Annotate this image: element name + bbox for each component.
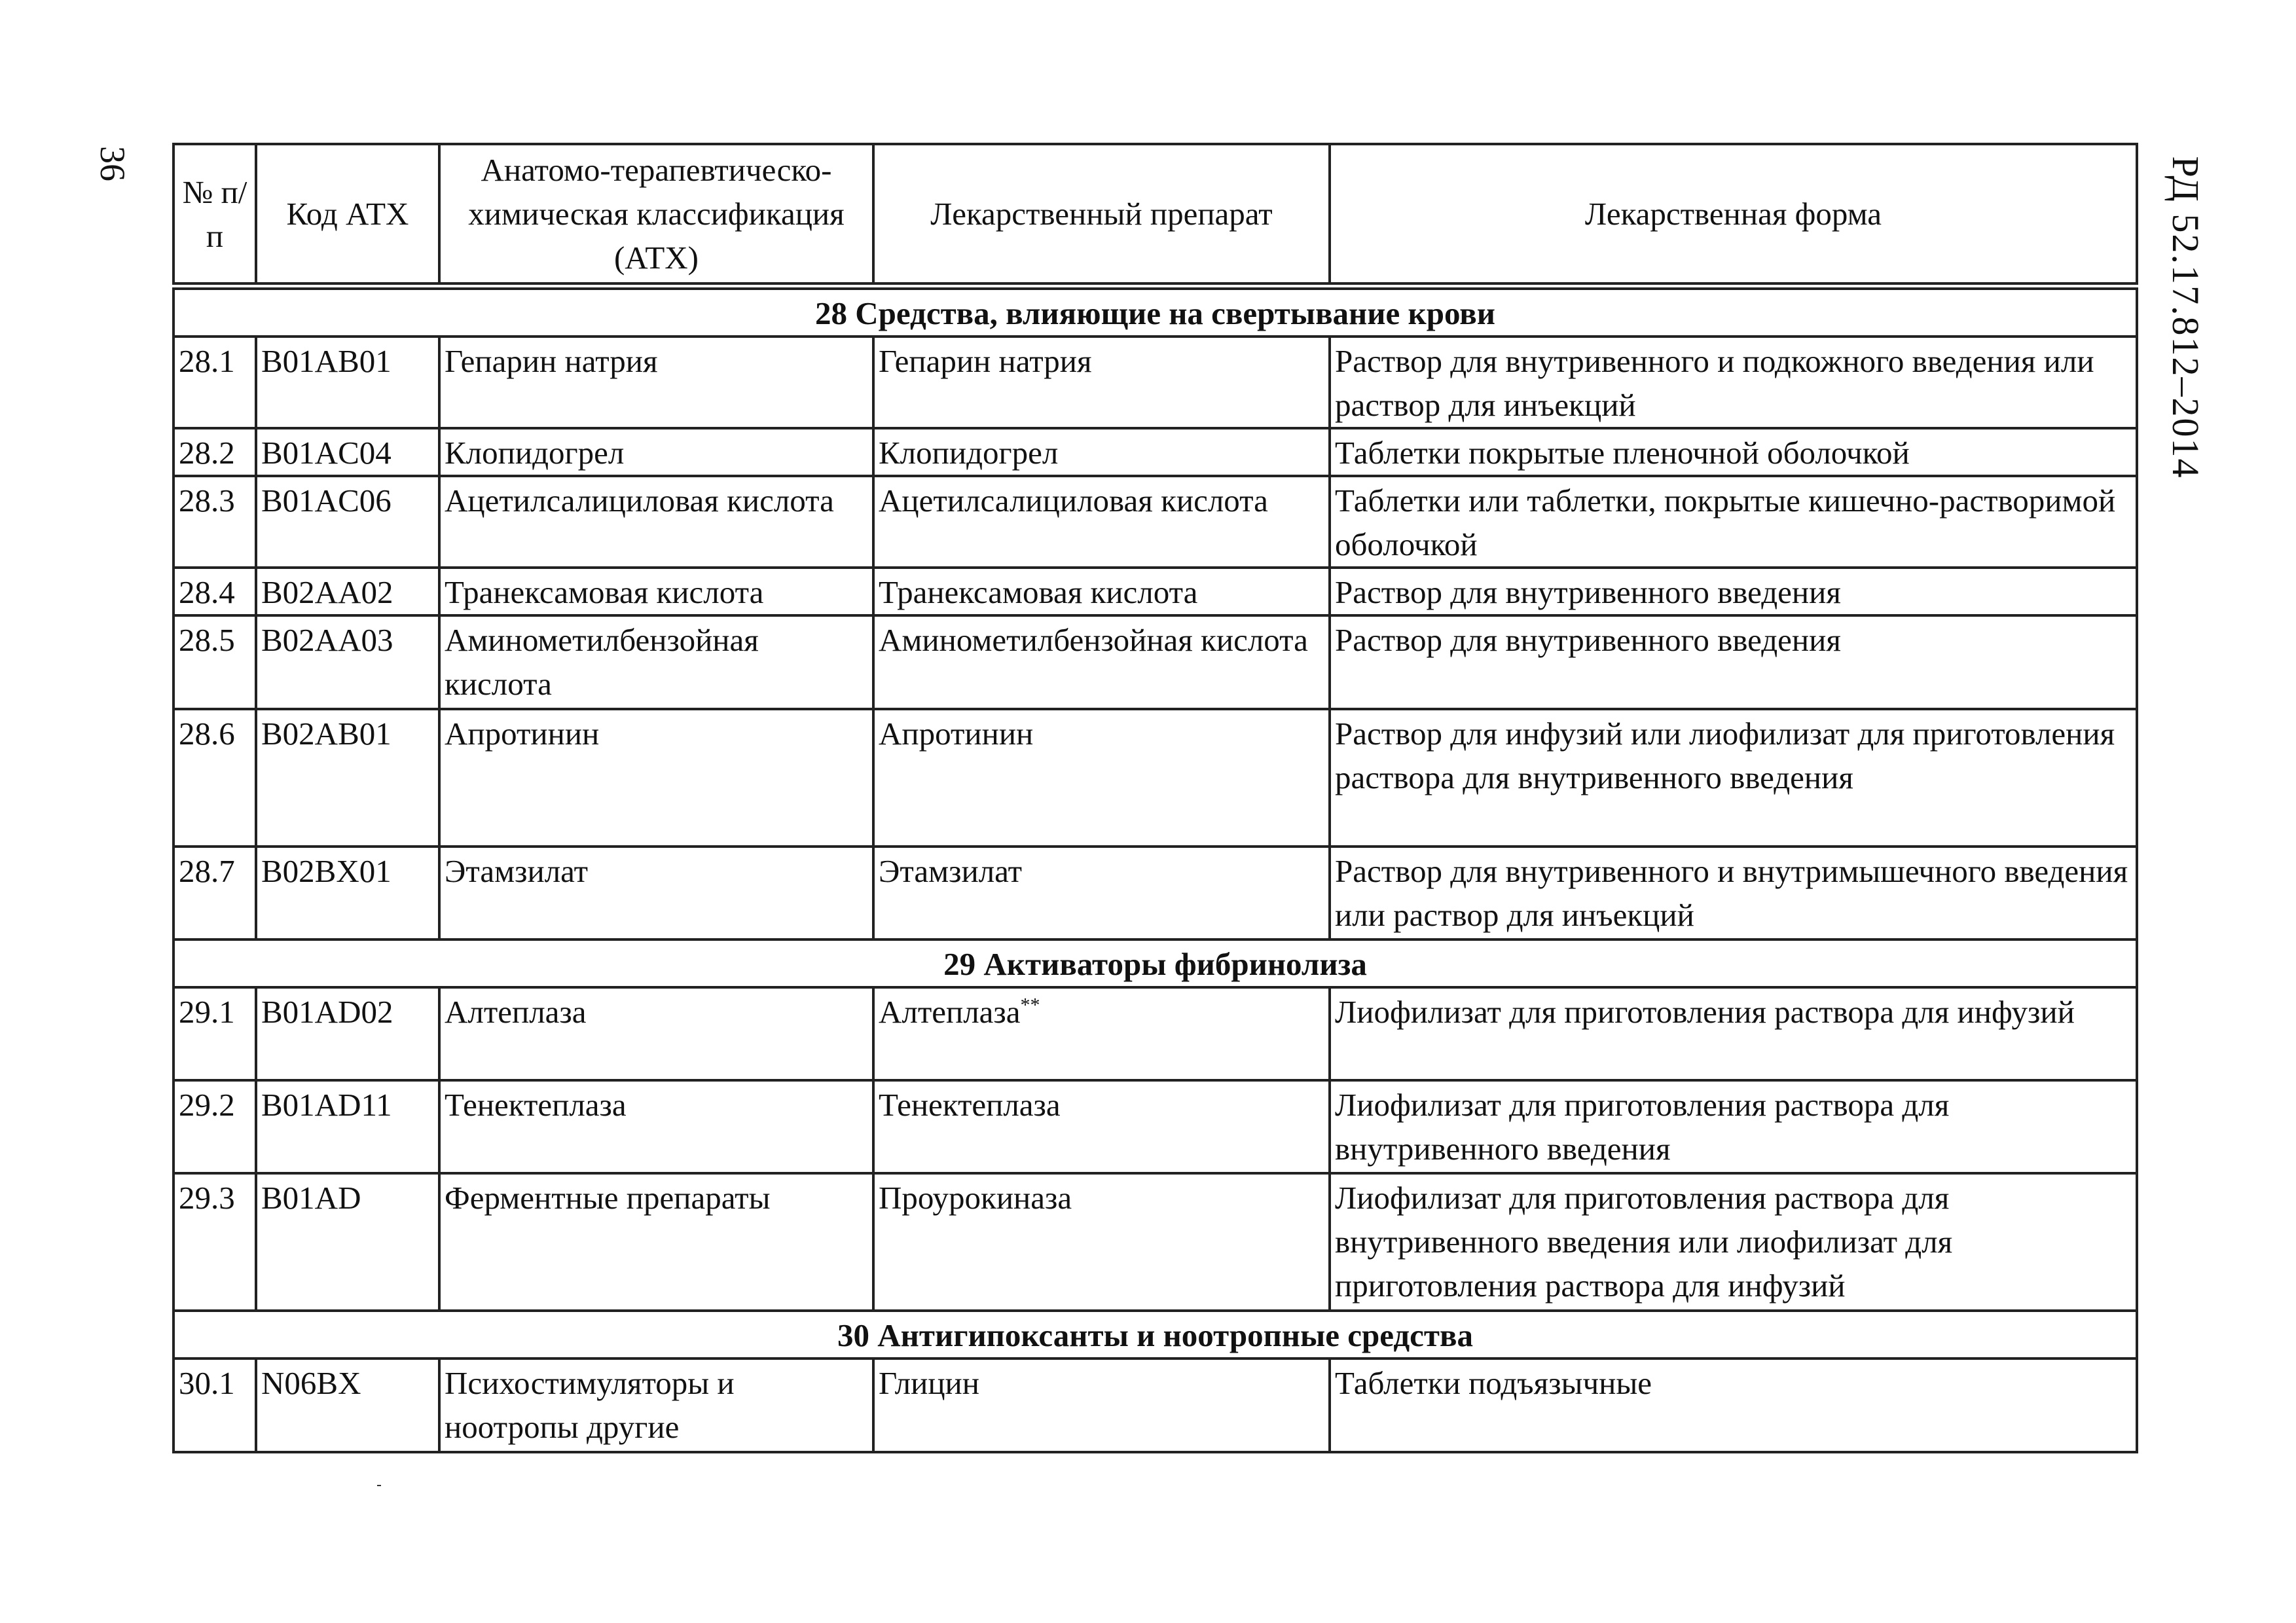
header-drug: Лекарственный препарат (873, 144, 1330, 286)
table-row (173, 1173, 2137, 1311)
cell-code: B02AA02 (256, 568, 439, 615)
cell-drug: Аминометилбензойная кислота (873, 615, 1330, 709)
cell-drug: Этамзилат (873, 847, 1330, 939)
cell-code: B01AD (256, 1173, 439, 1311)
cell-code: N06BX (256, 1359, 439, 1452)
table-row (173, 428, 2137, 476)
cell-num: 28.7 (173, 847, 256, 939)
table-row (173, 709, 2137, 847)
table-header (173, 144, 2137, 286)
cell-atc: Аминометилбензойная кислота (439, 615, 873, 709)
drug-table (172, 143, 2138, 1453)
cell-atc: Транексамовая кислота (439, 568, 873, 615)
table-row (173, 1080, 2137, 1173)
table-body (173, 286, 2137, 1452)
cell-drug: Тенектеплаза (873, 1080, 1330, 1173)
cell-num: 28.3 (173, 476, 256, 568)
cell-form: Лиофилизат для приготовления раствора для инфузий (1330, 987, 2137, 1080)
cell-form: Лиофилизат для приготовления раствора для внутривенного введения или лиофилизат для приготовления раствора для инфузий (1330, 1173, 2137, 1311)
cell-drug: Глицин (873, 1359, 1330, 1452)
cell-code: B02BX01 (256, 847, 439, 939)
cell-num: 29.3 (173, 1173, 256, 1311)
cell-drug: Апротинин (873, 709, 1330, 847)
cell-form: Таблетки или таблетки, покрытые кишечно-растворимой оболочкой (1330, 476, 2137, 568)
cell-code: B02AA03 (256, 615, 439, 709)
header-form: Лекарственная форма (1330, 144, 2137, 286)
cell-form: Раствор для инфузий или лиофилизат для приготовления раствора для внутривенного введения (1330, 709, 2137, 847)
cell-code: B01AC06 (256, 476, 439, 568)
cell-num: 28.1 (173, 337, 256, 428)
cell-atc: Алтеплаза (439, 987, 873, 1080)
section-title: 28 Средства, влияющие на свертывание крови (173, 286, 2137, 337)
cell-code: B01AB01 (256, 337, 439, 428)
cell-drug: Проурокиназа (873, 1173, 1330, 1311)
cell-form: Раствор для внутривенного и подкожного введения или раствор для инъекций (1330, 337, 2137, 428)
cell-form: Лиофилизат для приготовления раствора для внутривенного введения (1330, 1080, 2137, 1173)
cell-atc: Гепарин натрия (439, 337, 873, 428)
cell-code: B02AB01 (256, 709, 439, 847)
cell-num: 28.5 (173, 615, 256, 709)
cell-num: 28.4 (173, 568, 256, 615)
cell-atc: Психостимуляторы и ноотропы другие (439, 1359, 873, 1452)
cell-drug: Клопидогрел (873, 428, 1330, 476)
header-atc: Анатомо-терапевтическо-химическая классификация (АТХ) (439, 144, 873, 286)
table-row (173, 987, 2137, 1080)
cell-atc: Ферментные препараты (439, 1173, 873, 1311)
header-code: Код АТХ (256, 144, 439, 286)
table-row (173, 1359, 2137, 1452)
cell-num: 28.6 (173, 709, 256, 847)
table-row (173, 476, 2137, 568)
cell-form: Раствор для внутривенного и внутримышечного введения или раствор для инъекций (1330, 847, 2137, 939)
table-row (173, 337, 2137, 428)
cell-code: B01AC04 (256, 428, 439, 476)
header-num: № п/п (173, 144, 256, 286)
section-row (173, 939, 2137, 987)
cell-num: 28.2 (173, 428, 256, 476)
cell-num: 29.1 (173, 987, 256, 1080)
cell-atc: Апротинин (439, 709, 873, 847)
section-title: 29 Активаторы фибринолиза (173, 939, 2137, 987)
cell-form: Таблетки покрытые пленочной оболочкой (1330, 428, 2137, 476)
section-row (173, 286, 2137, 337)
cell-form: Раствор для внутривенного введения (1330, 568, 2137, 615)
document-code: РД 52.17.812–2014 (2164, 156, 2207, 479)
stray-mark (377, 1485, 381, 1486)
drug-name: Алтеплаза (879, 994, 1021, 1030)
cell-form: Раствор для внутривенного введения (1330, 615, 2137, 709)
footnote-mark: ** (1020, 994, 1040, 1016)
table-row (173, 615, 2137, 709)
cell-drug (873, 987, 1330, 1080)
cell-form: Таблетки подъязычные (1330, 1359, 2137, 1452)
cell-drug: Гепарин натрия (873, 337, 1330, 428)
cell-num: 30.1 (173, 1359, 256, 1452)
cell-drug: Ацетилсалициловая кислота (873, 476, 1330, 568)
cell-drug: Транексамовая кислота (873, 568, 1330, 615)
table-row (173, 847, 2137, 939)
section-row (173, 1311, 2137, 1359)
cell-atc: Клопидогрел (439, 428, 873, 476)
page-number: 36 (93, 146, 132, 181)
cell-atc: Этамзилат (439, 847, 873, 939)
table-row (173, 568, 2137, 615)
cell-atc: Тенектеплаза (439, 1080, 873, 1173)
cell-atc: Ацетилсалициловая кислота (439, 476, 873, 568)
section-title: 30 Антигипоксанты и ноотропные средства (173, 1311, 2137, 1359)
cell-num: 29.2 (173, 1080, 256, 1173)
cell-code: B01AD02 (256, 987, 439, 1080)
cell-code: B01AD11 (256, 1080, 439, 1173)
